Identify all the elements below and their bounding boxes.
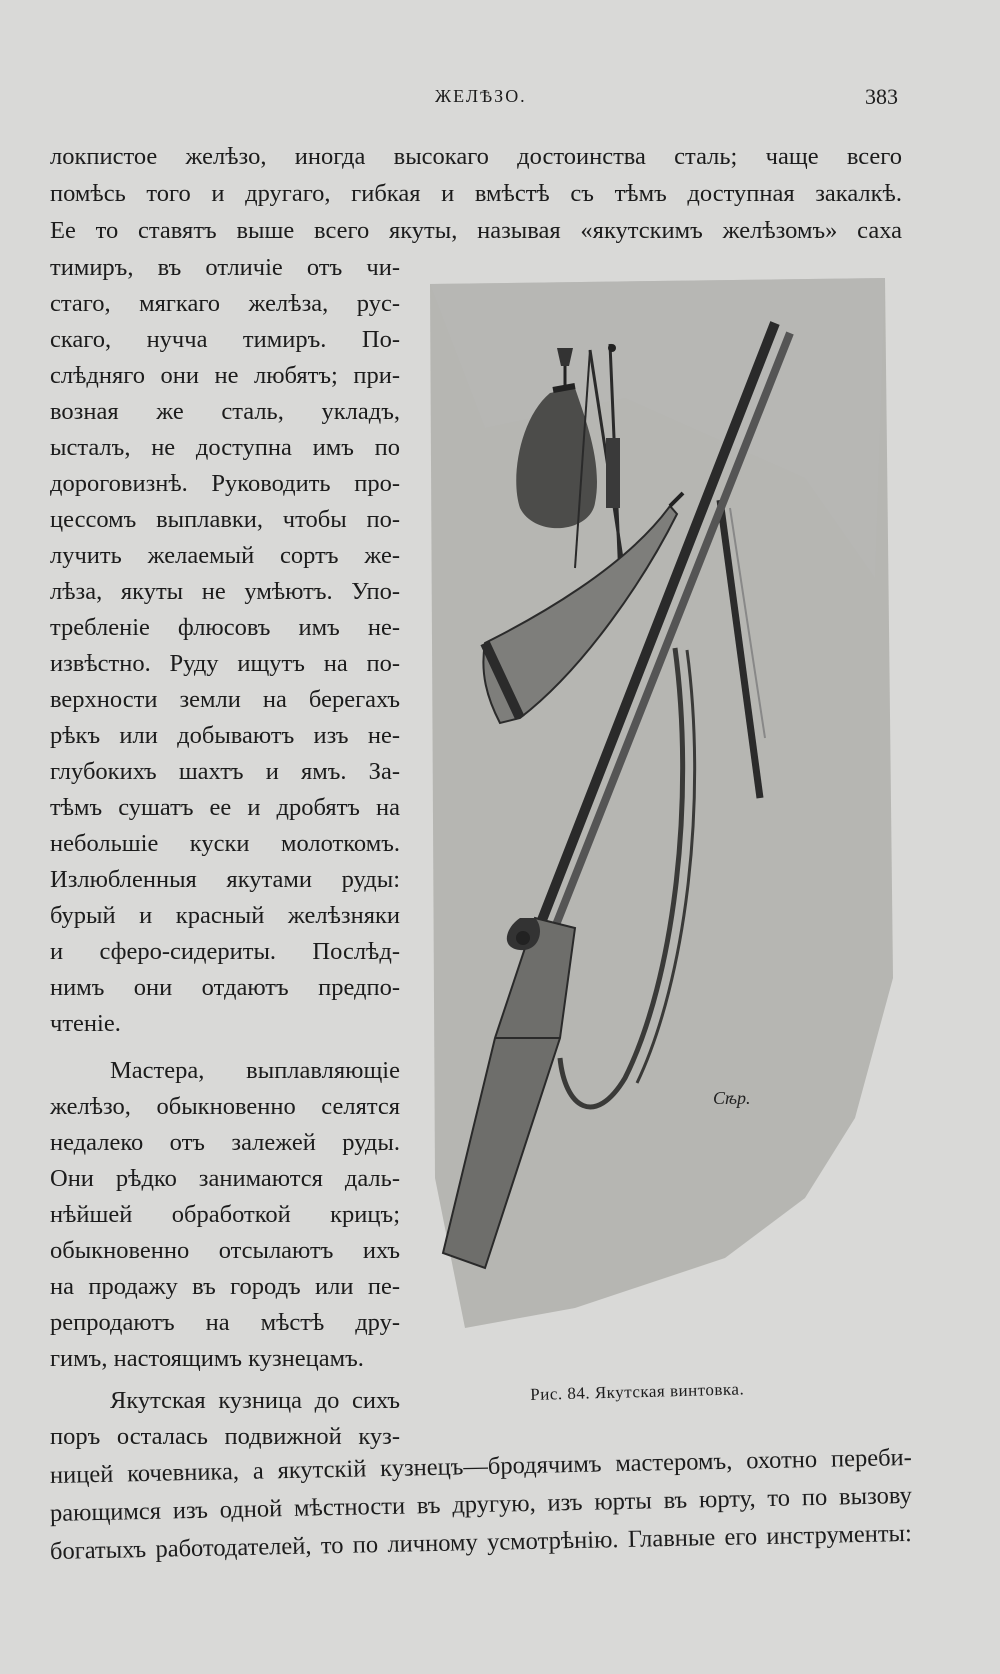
- column-line: возная же сталь, укладъ,: [50, 398, 400, 425]
- column-line: чтеніе.: [50, 1010, 121, 1037]
- column-line: цессомъ выплавки, чтобы по-: [50, 506, 400, 533]
- figure-caption: Рис. 84. Якутская винтовка.: [530, 1379, 745, 1404]
- column-line: тѣмъ сушатъ ее и дробятъ на: [50, 794, 400, 821]
- column-line: желѣзо, обыкновенно селятся: [50, 1093, 400, 1120]
- artist-signature: [713, 1088, 751, 1108]
- column-line: тимиръ, въ отличіе отъ чи-: [50, 254, 400, 281]
- running-head: ЖЕЛѢЗО.: [435, 86, 527, 106]
- column-line: верхности земли на берегахъ: [50, 686, 400, 713]
- column-line: лѣза, якуты не умѣютъ. Упо-: [50, 578, 400, 605]
- column-line: нѣйшей обработкой крицъ;: [50, 1201, 400, 1228]
- column-line: Мастера, выплавляющіе: [110, 1057, 400, 1084]
- column-line: скаго, нучча тимиръ. По-: [50, 326, 400, 353]
- column-line: нимъ они отдаютъ предпо-: [50, 974, 400, 1001]
- column-line: и сферо-сидериты. Послѣд-: [50, 938, 400, 965]
- text-line: рающимся изъ одной мѣстности въ другую, изъ юрты въ юрту, то по вызову: [49, 1481, 913, 1527]
- column-line: небольшіе куски молоткомъ.: [50, 830, 400, 857]
- column-line: гимъ, настоящимъ кузнецамъ.: [50, 1345, 364, 1372]
- column-line: слѣдняго они не любятъ; при-: [50, 362, 400, 389]
- column-line: недалеко отъ залежей руды.: [50, 1129, 400, 1156]
- column-line: рѣкъ или добываютъ изъ не-: [50, 722, 400, 749]
- column-line: обыкновенно отсылаютъ ихъ: [50, 1237, 400, 1264]
- text-line: помѣсь того и другаго, гибкая и вмѣстѣ съ тѣмъ доступная закалкѣ.: [50, 180, 902, 207]
- column-line: ысталъ, не доступна имъ по: [50, 434, 400, 461]
- column-line: лучить желаемый сортъ же-: [50, 542, 400, 569]
- column-line: на продажу въ городъ или пе-: [50, 1273, 400, 1300]
- column-line: поръ осталась подвижной куз-: [50, 1423, 400, 1450]
- column-line: Якутская кузница до сихъ: [110, 1387, 400, 1414]
- text-line: богатыхъ работодателей, то по личному усмотрѣнію. Главные его инструменты:: [49, 1519, 913, 1565]
- page-header: [0, 86, 1000, 116]
- column-line: бурый и красный желѣзняки: [50, 902, 400, 929]
- column-line: Излюбленныя якутами руды:: [50, 866, 400, 893]
- column-line: дороговизнѣ. Руководить про-: [50, 470, 400, 497]
- rifle-illustration: [425, 278, 895, 1368]
- signature-text: Сѣр.: [713, 1088, 751, 1108]
- text-line: ницей кочевника, а якутскій кузнецъ—бродячимъ мастеромъ, охотно переби-: [49, 1443, 913, 1489]
- page-number: 383: [865, 84, 898, 109]
- text-line: Ее то ставятъ выше всего якуты, называя «якутскимъ желѣзомъ» саха: [50, 217, 902, 244]
- text-line: локпистое желѣзо, иногда высокаго достоинства сталь; чаще всего: [50, 143, 902, 170]
- column-line: требленіе флюсовъ имъ не-: [50, 614, 400, 641]
- column-line: глубокихъ шахтъ и ямъ. За-: [50, 758, 400, 785]
- column-line: репродаютъ на мѣстѣ дру-: [50, 1309, 400, 1336]
- column-line: извѣстно. Руду ищутъ на по-: [50, 650, 400, 677]
- column-line: стаго, мягкаго желѣза, рус-: [50, 290, 400, 317]
- column-line: Они рѣдко занимаются даль-: [50, 1165, 400, 1192]
